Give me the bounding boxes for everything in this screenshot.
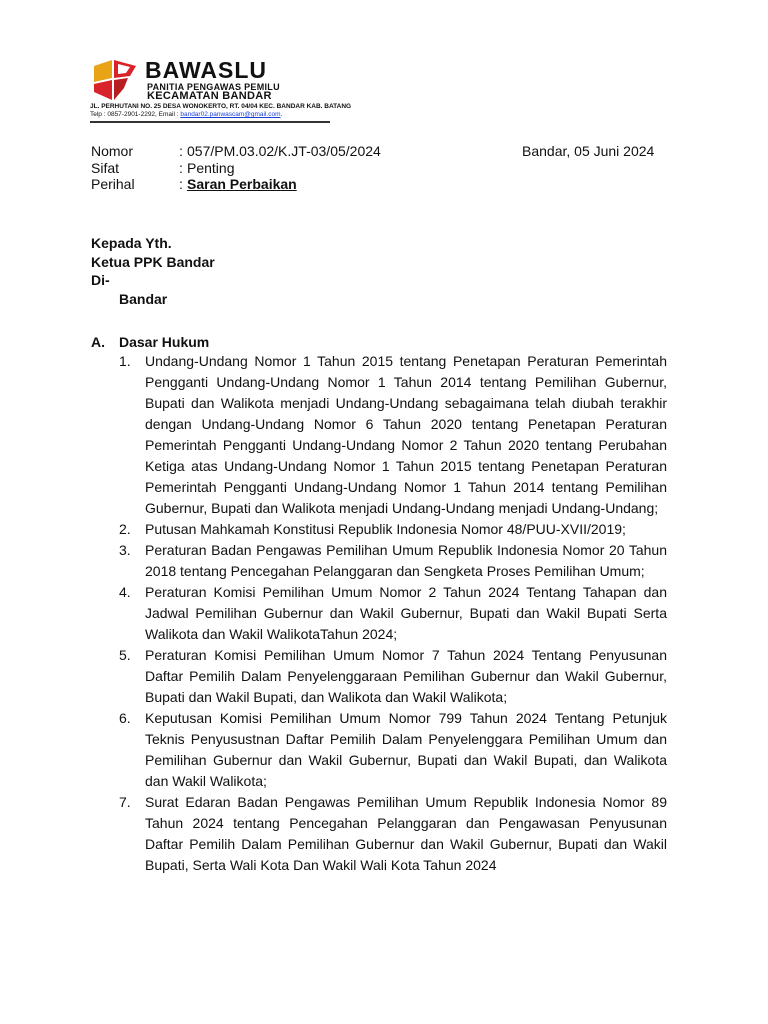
- addressee-place: Bandar: [119, 291, 168, 308]
- perihal-separator: :: [179, 176, 183, 192]
- list-item-number: 2.: [119, 521, 131, 537]
- list-item-text: Peraturan Komisi Pemilihan Umum Nomor 7 Tahun 2024 Tentang Penyusunan Daftar Pemilih Dalam Penyelenggaraan Pemilihan Gubernur dan Wakil Gubernur, Bupati dan Wakil Bupati, dan Walikota dan Wakil Walikota;: [145, 647, 667, 705]
- addressee-salutation: Kepada Yth.: [91, 235, 172, 251]
- meta-sifat: [91, 160, 381, 177]
- list-item-number: 1.: [119, 353, 131, 369]
- org-name: BAWASLU: [145, 57, 267, 83]
- addressee-di: Di-: [91, 272, 110, 289]
- bawaslu-logo-icon: [90, 56, 142, 104]
- list-item: [91, 708, 667, 792]
- list-item-text: Peraturan Badan Pengawas Pemilihan Umum Republik Indonesia Nomor 20 Tahun 2018 tentang Pencegahan Pelanggaran dan Sengketa Proses Pemilihan Umum;: [145, 542, 667, 579]
- meta-perihal: [91, 176, 381, 193]
- letterhead-divider: [90, 121, 330, 123]
- list-item-text: Surat Edaran Badan Pengawas Pemilihan Umum Republik Indonesia Nomor 89 Tahun 2024 tentang Pencegahan Pelanggaran dan Pengawasan Penyusunan Daftar Pemilih Dalam Pemilihan Gubernur dan Wakil Gubernur, Bupati dan Wakil Bupati, Serta Wali Kota Dan Wakil Wali Kota Tahun 2024: [145, 794, 667, 873]
- addressee-recipient: Ketua PPK Bandar: [91, 253, 215, 270]
- org-subtitle: PANITIA PENGAWAS PEMILU: [147, 82, 280, 92]
- sifat-value: Penting: [187, 159, 235, 176]
- nomor-separator: :: [179, 143, 183, 159]
- org-address: JL. PERHUTANI NO. 25 DESA WONOKERTO, RT. 04/04 KEC. BANDAR KAB. BATANG: [90, 103, 352, 110]
- list-item: [91, 351, 667, 519]
- addressee-block: [91, 234, 215, 309]
- contact-email-link[interactable]: bandar02.panwascam@gmail.com: [180, 111, 281, 118]
- list-item-number: 5.: [119, 647, 131, 663]
- letter-meta: [91, 143, 381, 193]
- perihal-label: Perihal: [91, 176, 135, 192]
- perihal-value: Saran Perbaikan: [187, 176, 297, 192]
- letter-date: Bandar, 05 Juni 2024: [522, 143, 655, 159]
- list-item-number: 7.: [119, 794, 131, 810]
- list-item: [91, 540, 667, 582]
- legal-basis-list: [91, 351, 667, 876]
- section-title: [91, 333, 667, 351]
- sifat-separator: :: [179, 159, 183, 176]
- list-item: [91, 582, 667, 645]
- section-dasar-hukum: [91, 333, 667, 876]
- list-item-number: 4.: [119, 584, 131, 600]
- list-item: [91, 645, 667, 708]
- list-item: [91, 519, 667, 540]
- list-item-text: Undang-Undang Nomor 1 Tahun 2015 tentang Penetapan Peraturan Pemerintah Pengganti Undang-Undang Nomor 1 Tahun 2014 tentang Pemilihan Gubernur, Bupati dan Walikota menjadi Undang-Undang sebagaimana telah diubah terakhir dengan Undang-Undang Nomor 6 Tahun 2020 tentang Penetapan Peraturan Pemerintah Pengganti Undang-Undang Nomor 2 Tahun 2020 tentang Perubahan Ketiga atas Undang-Undang Nomor 1 Tahun 2015 tentang Penetapan Peraturan Pemerintah Pengganti Undang-Undang Nomor 1 Tahun 2014 tentang Pemilihan Gubernur, Bupati dan Walikota menjadi Undang-Undang menjadi Undang-Undang;: [145, 353, 667, 516]
- list-item-text: Keputusan Komisi Pemilihan Umum Nomor 799 Tahun 2024 Tentang Petunjuk Teknis Penyusustnan Daftar Pemilih Dalam Penyelenggara Pemilihan Umum dan Pemilihan Gubernur dan Wakil Gubernur, Bupati dan Wakil Bupati, dan Walikota dan Wakil Walikota;: [145, 710, 667, 789]
- list-item-number: 3.: [119, 542, 131, 558]
- org-district: KECAMATAN BANDAR: [147, 90, 272, 102]
- list-item-number: 6.: [119, 710, 131, 726]
- list-item-text: Peraturan Komisi Pemilihan Umum Nomor 2 Tahun 2024 Tentang Tahapan dan Jadwal Pemilihan Gubernur dan Wakil Gubernur, Bupati dan Wakil Bupati Serta Walikota dan Wakil WalikotaTahun 2024;: [145, 584, 667, 642]
- contact-suffix: .: [280, 111, 283, 118]
- contact-phone: Telp : 0857-2901-2292, Email :: [90, 111, 181, 118]
- sifat-label: Sifat: [91, 159, 120, 176]
- section-letter: A.: [91, 334, 105, 350]
- section-heading: Dasar Hukum: [119, 334, 210, 350]
- nomor-label: Nomor: [91, 143, 134, 159]
- nomor-value: 057/PM.03.02/K.JT-03/05/2024: [187, 143, 381, 159]
- list-item-text: Putusan Mahkamah Konstitusi Republik Indonesia Nomor 48/PUU-XVII/2019;: [145, 521, 626, 537]
- meta-nomor: [91, 143, 381, 160]
- org-contact: [90, 111, 282, 118]
- list-item: [91, 792, 667, 876]
